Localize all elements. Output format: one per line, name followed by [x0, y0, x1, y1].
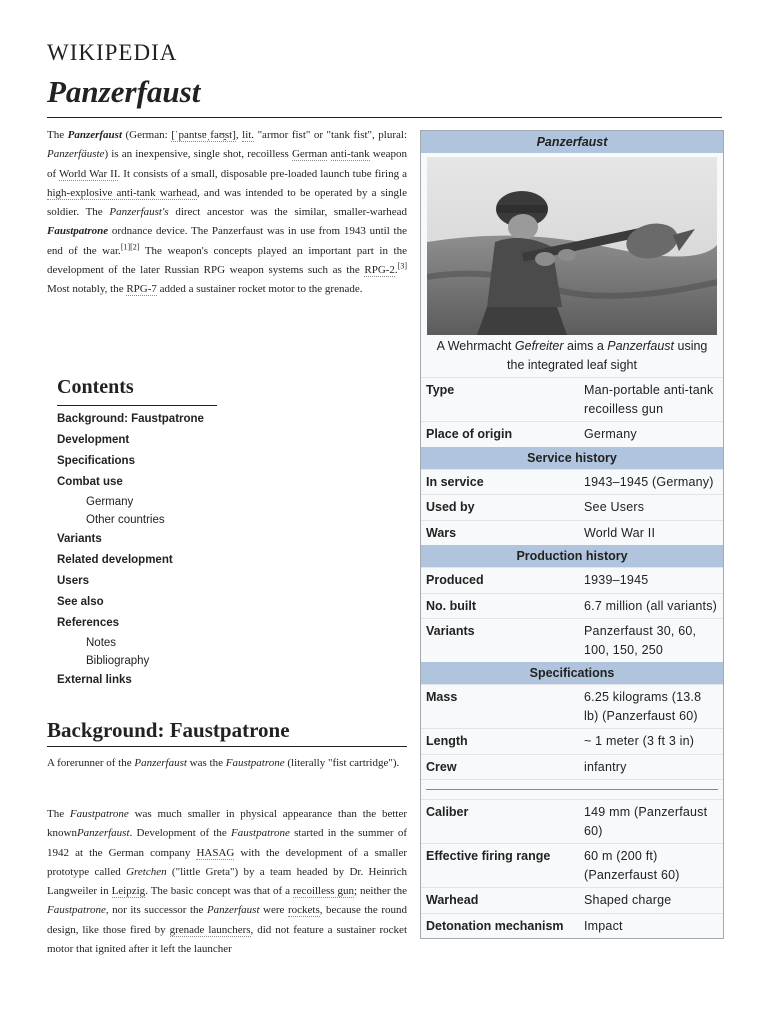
- title-divider: [47, 117, 722, 118]
- infobox-section-specifications: Specifications: [421, 662, 723, 684]
- infobox-row-place-of-origin: Place of origin Germany: [421, 421, 723, 447]
- lead-paragraph: The Panzerfaust (German: [ˈpantsɐˌfaʊ̯st], lit. "armor fist" or "tank fist", plural: Panzerfäuste) is an inexpensive, single shot, recoilless German anti-tank weapon of World War II. It consists of a small, disposable pre-loaded launch tube firing a high-explosive anti-tank warhead, and was intended to be operated by a single soldier. The Panzerfaust's direct ancestor was the similar, smaller-warhead Faustpatrone ordnance device. The Panzerfaust was in use from 1943 until the end of the war.[1][2] The weapon's concepts played an important part in the development of the later Russian RPG weapon systems such as the RPG-2.[3] Most notably, the RPG-7 added a sustainer rocket motor to the grenade.: [47, 129, 408, 296]
- soldier-photo[interactable]: [427, 157, 717, 335]
- toc-item-references[interactable]: References: [57, 617, 120, 629]
- lit-link[interactable]: lit.: [242, 129, 255, 141]
- toc-item-variants[interactable]: Variants: [57, 533, 102, 545]
- recoilless-gun-link[interactable]: recoilless gun: [293, 885, 355, 898]
- infobox-caption: A Wehrmacht Gefreiter aims a Panzerfaust using the integrated leaf sight: [436, 339, 708, 372]
- toc-item-see-also[interactable]: See also: [57, 596, 104, 608]
- world-war-ii-link[interactable]: World War II: [59, 167, 118, 180]
- infobox-row-produced: Produced 1939–1945: [421, 567, 723, 593]
- toc-item-users[interactable]: Users: [57, 575, 89, 587]
- infobox-row-detonation: Detonation mechanism Impact: [421, 913, 723, 939]
- infobox-row-variants: Variants Panzerfaust 30, 60, 100, 150, 250: [421, 618, 723, 662]
- toc-item-external-links[interactable]: External links: [57, 674, 132, 686]
- infobox-row-in-service: In service 1943–1945 (Germany): [421, 469, 723, 495]
- german-link[interactable]: German: [291, 148, 328, 161]
- anti-tank-link[interactable]: anti-tank: [330, 148, 370, 161]
- infobox-row-effective-range: Effective firing range 60 m (200 ft) (Panzerfaust 60): [421, 843, 723, 887]
- infobox-title: Panzerfaust: [421, 131, 723, 153]
- rockets-link[interactable]: rockets: [287, 904, 320, 917]
- citation-3[interactable]: [3]: [397, 261, 407, 271]
- toc-item-development[interactable]: Development: [57, 434, 130, 446]
- page-title: Panzerfaust: [47, 74, 201, 109]
- grenade-launchers-link[interactable]: grenade launchers: [169, 923, 251, 936]
- infobox-separator: [421, 779, 723, 799]
- toc-title: Contents: [57, 376, 134, 398]
- infobox-row-mass: Mass 6.25 kilograms (13.8 lb) (Panzerfaust 60): [421, 684, 723, 728]
- toc-item-related-development[interactable]: Related development: [57, 554, 173, 566]
- rpg-2-link[interactable]: RPG-2: [364, 264, 395, 277]
- wikipedia-logo[interactable]: WIKIPEDIA: [47, 40, 178, 65]
- hasag-link[interactable]: HASAG: [196, 846, 235, 859]
- table-of-contents: [57, 376, 357, 691]
- background-paragraph-1: A forerunner of the Panzerfaust was the Faustpatrone (literally "fist cartridge").: [47, 757, 400, 769]
- infobox-row-warhead: Warhead Shaped charge: [421, 887, 723, 913]
- background-paragraph-2: The Faustpatrone was much smaller in physical appearance than the better knownPanzerfaust. Development of the Faustpatrone started in the summer of 1942 at the German company HASAG with the development of a smaller prototype called Gretchen ("little Greta") by a team headed by Dr. Heinrich Langweiler in Leipzig. The basic concept was that of a recoilless gun; neither the Faustpatrone, nor its successor the Panzerfaust were rockets, because the round design, like those fired by grenade launchers, did not feature a sustainer rocket motor that ignited after it left the launcher: [47, 808, 408, 956]
- rpg-7-link[interactable]: RPG-7: [126, 283, 157, 296]
- infobox-row-crew: Crew infantry: [421, 754, 723, 780]
- toc-subitem-bibliography[interactable]: Bibliography: [86, 655, 150, 667]
- toc-subitem-other-countries[interactable]: Other countries: [86, 514, 165, 526]
- toc-item-combat-use[interactable]: Combat use: [57, 476, 123, 488]
- section-heading-background: Background: Faustpatrone: [47, 718, 290, 742]
- infobox-row-type: Type Man-portable anti-tank recoilless gun: [421, 377, 723, 421]
- infobox: [420, 130, 724, 939]
- infobox-section-service-history: Service history: [421, 447, 723, 469]
- toc-subitem-germany[interactable]: Germany: [86, 496, 134, 508]
- toc-item-specifications[interactable]: Specifications: [57, 455, 135, 467]
- toc-subitem-notes[interactable]: Notes: [86, 637, 117, 649]
- section-divider: [47, 746, 407, 747]
- infobox-row-caliber: Caliber 149 mm (Panzerfaust 60): [421, 799, 723, 843]
- citation-1-2[interactable]: [1][2]: [120, 242, 140, 252]
- toc-divider: [57, 405, 217, 406]
- infobox-row-wars: Wars World War II: [421, 520, 723, 546]
- infobox-row-no-built: No. built 6.7 million (all variants): [421, 593, 723, 619]
- infobox-section-production-history: Production history: [421, 545, 723, 567]
- ipa-link[interactable]: [ˈpantsɐˌfaʊ̯st]: [171, 129, 236, 141]
- infobox-row-length: Length ~ 1 meter (3 ft 3 in): [421, 728, 723, 754]
- heat-warhead-link[interactable]: high-explosive anti-tank warhead: [47, 186, 198, 199]
- infobox-row-used-by: Used by See Users: [421, 494, 723, 520]
- leipzig-link[interactable]: Leipzig: [111, 885, 146, 898]
- toc-item-background[interactable]: Background: Faustpatrone: [57, 413, 204, 425]
